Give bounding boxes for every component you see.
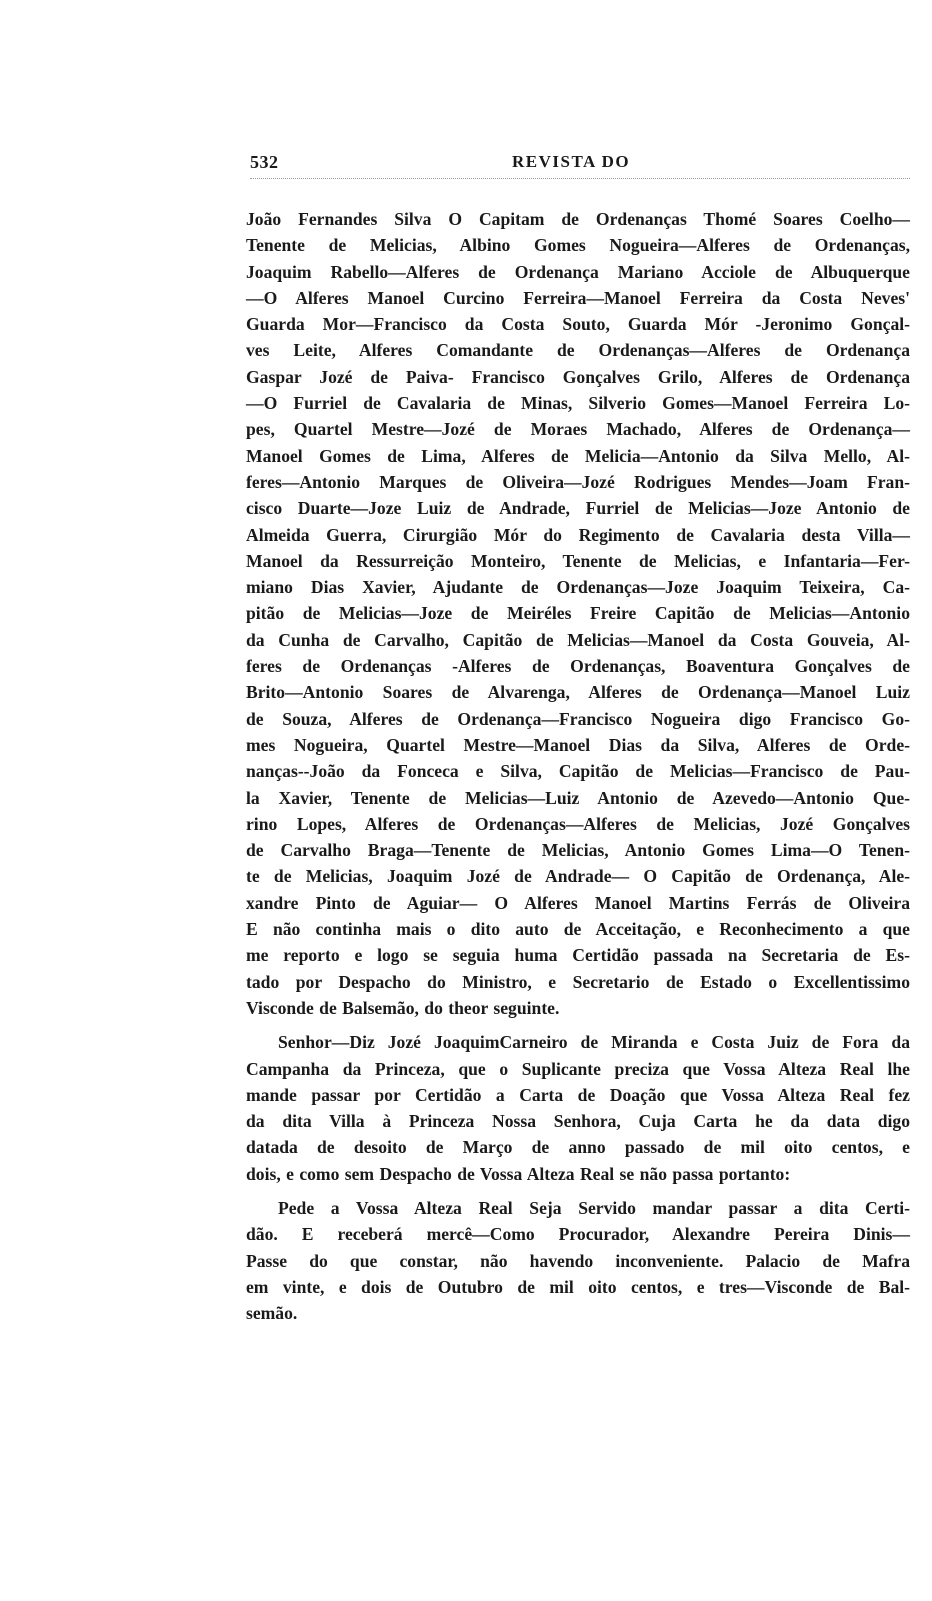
- text-line: feres de Ordenanças -Alferes de Ordenanças, Boaventura Gonçalves de: [246, 656, 910, 677]
- text-line: de Carvalho Braga—Tenente de Melicias, Antonio Gomes Lima—O Tenen-: [246, 840, 910, 861]
- text-line: Gaspar Jozé de Paiva- Francisco Gonçalves Grilo, Alferes de Ordenança: [246, 366, 910, 387]
- text-line: mande passar por Certidão a Carta de Doação que Vossa Alteza Real fez: [246, 1084, 910, 1105]
- text-line: nanças--João da Fonceca e Silva, Capitão de Melicias—Francisco de Pau-: [246, 761, 910, 782]
- text-line: semão.: [246, 1303, 298, 1324]
- text-line: pes, Quartel Mestre—Jozé de Moraes Machado, Alferes de Ordenança—: [246, 419, 910, 440]
- paragraph: [246, 1195, 910, 1326]
- text-line: da Cunha de Carvalho, Capitão de Melicias—Manoel da Costa Gouveia, Al-: [246, 629, 910, 650]
- text-line: te de Melicias, Joaquim Jozé de Andrade— O Capitão de Ordenança, Ale-: [246, 866, 910, 887]
- running-head: REVISTA DO: [512, 152, 631, 171]
- text-line: E não continha mais o dito auto de Acceitação, e Reconhecimento a que: [246, 919, 910, 940]
- text-line: Joaquim Rabello—Alferes de Ordenança Mariano Acciole de Albuquerque: [246, 261, 910, 282]
- text-line: feres—Antonio Marques de Oliveira—Jozé Rodrigues Mendes—Joam Fran-: [246, 471, 910, 492]
- text-line: Visconde de Balsemão, do theor seguinte.: [246, 997, 560, 1018]
- text-line: Manoel Gomes de Lima, Alferes de Melicia—Antonio da Silva Mello, Al-: [246, 445, 910, 466]
- text-line: tado por Despacho do Ministro, e Secretario de Estado o Excellentissimo: [246, 971, 910, 992]
- text-line: mes Nogueira, Quartel Mestre—Manoel Dias da Silva, Alferes de Orde-: [246, 734, 910, 755]
- text-line: Senhor—Diz Jozé JoaquimCarneiro de Miranda e Costa Juiz de Fora da: [278, 1032, 910, 1053]
- text-line: datada de desoito de Março de anno passado de mil oito centos, e: [246, 1137, 910, 1158]
- header-rule: [250, 178, 910, 179]
- text-line: —O Furriel de Cavalaria de Minas, Silverio Gomes—Manoel Ferreira Lo-: [246, 393, 910, 414]
- text-line: miano Dias Xavier, Ajudante de Ordenanças—Joze Joaquim Teixeira, Ca-: [246, 577, 910, 598]
- paragraph: [246, 1029, 910, 1187]
- text-line: Tenente de Melicias, Albino Gomes Nogueira—Alferes de Ordenanças,: [246, 235, 910, 256]
- text-line: Campanha da Princeza, que o Suplicante preciza que Vossa Alteza Real lhe: [246, 1058, 910, 1079]
- page-header: [250, 152, 910, 178]
- text-line: da dita Villa à Princeza Nossa Senhora, Cuja Carta he da data digo: [246, 1111, 910, 1132]
- text-line: dão. E receberá mercê—Como Procurador, Alexandre Pereira Dinis—: [246, 1224, 910, 1245]
- text-line: Passe do que constar, não havendo inconveniente. Palacio de Mafra: [246, 1250, 910, 1271]
- text-line: Pede a Vossa Alteza Real Seja Servido mandar passar a dita Certi-: [278, 1197, 910, 1218]
- paragraph-gap: [246, 1187, 910, 1195]
- paragraph: [246, 206, 910, 1021]
- text-line: dois, e como sem Despacho de Vossa Alteza Real se não passa portanto:: [246, 1163, 791, 1184]
- text-line: de Souza, Alferes de Ordenança—Francisco Nogueira digo Francisco Go-: [246, 708, 910, 729]
- text-line: Almeida Guerra, Cirurgião Mór do Regimento de Cavalaria desta Villa—: [246, 524, 910, 545]
- text-line: ves Leite, Alferes Comandante de Ordenanças—Alferes de Ordenança: [246, 340, 910, 361]
- text-line: rino Lopes, Alferes de Ordenanças—Alferes de Melicias, Jozé Gonçalves: [246, 813, 910, 834]
- paragraph-gap: [246, 1021, 910, 1029]
- text-line: la Xavier, Tenente de Melicias—Luiz Antonio de Azevedo—Antonio Que-: [246, 787, 910, 808]
- text-line: Brito—Antonio Soares de Alvarenga, Alferes de Ordenança—Manoel Luiz: [246, 682, 910, 703]
- text-line: pitão de Melicias—Joze de Meiréles Freire Capitão de Melicias—Antonio: [246, 603, 910, 624]
- text-line: —O Alferes Manoel Curcino Ferreira—Manoel Ferreira da Costa Neves': [246, 287, 910, 308]
- body-text: [246, 206, 910, 1326]
- text-line: me reporto e logo se seguia huma Certidão passada na Secretaria de Es-: [246, 945, 910, 966]
- text-line: João Fernandes Silva O Capitam de Ordenanças Thomé Soares Coelho—: [246, 209, 910, 229]
- text-line: em vinte, e dois de Outubro de mil oito centos, e tres—Visconde de Bal-: [246, 1276, 910, 1297]
- text-line: Manoel da Ressurreição Monteiro, Tenente de Melicias, e Infantaria—Fer-: [246, 550, 910, 571]
- page-number: 532: [250, 152, 279, 172]
- text-line: cisco Duarte—Joze Luiz de Andrade, Furriel de Melicias—Joze Antonio de: [246, 498, 910, 519]
- text-line: xandre Pinto de Aguiar— O Alferes Manoel Martins Ferrás de Oliveira: [246, 892, 910, 913]
- text-line: Guarda Mor—Francisco da Costa Souto, Guarda Mór -Jeronimo Gonçal-: [246, 314, 910, 335]
